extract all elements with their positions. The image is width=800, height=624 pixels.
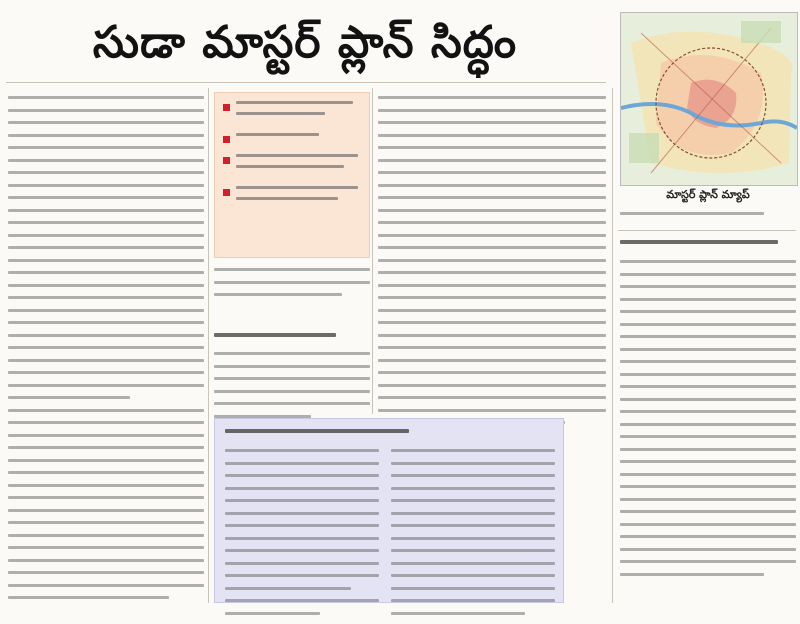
map-caption: మాస్టర్ ప్లాన్ మ్యాప్ bbox=[666, 188, 750, 201]
master-plan-map-image bbox=[620, 12, 798, 186]
ring-road-text-left bbox=[225, 449, 379, 624]
body-column-2b bbox=[214, 352, 370, 427]
ring-road-subheading bbox=[225, 429, 425, 433]
highlight-item bbox=[223, 186, 363, 208]
highlight-item bbox=[223, 133, 363, 144]
bullet-icon bbox=[223, 136, 230, 143]
body-column-4b bbox=[620, 260, 796, 585]
article-headline: సుడా మాస్టర్ ప్లాన్ సిద్ధం bbox=[92, 17, 518, 68]
ring-road-box bbox=[214, 418, 564, 603]
bullet-icon bbox=[223, 104, 230, 111]
highlight-item bbox=[223, 101, 363, 123]
body-column-1 bbox=[8, 96, 204, 609]
ring-road-text-right bbox=[391, 449, 555, 624]
body-column-4a bbox=[620, 212, 796, 225]
highlight-item bbox=[223, 154, 363, 176]
map-drawing bbox=[621, 13, 797, 185]
headline-rule bbox=[6, 82, 606, 83]
body-column-3 bbox=[378, 96, 606, 434]
section-subheading bbox=[214, 333, 370, 337]
commercial-zone-subheading bbox=[620, 240, 796, 244]
highlights-box bbox=[214, 92, 370, 258]
bullet-icon bbox=[223, 157, 230, 164]
body-column-2a bbox=[214, 268, 370, 306]
bullet-icon bbox=[223, 189, 230, 196]
